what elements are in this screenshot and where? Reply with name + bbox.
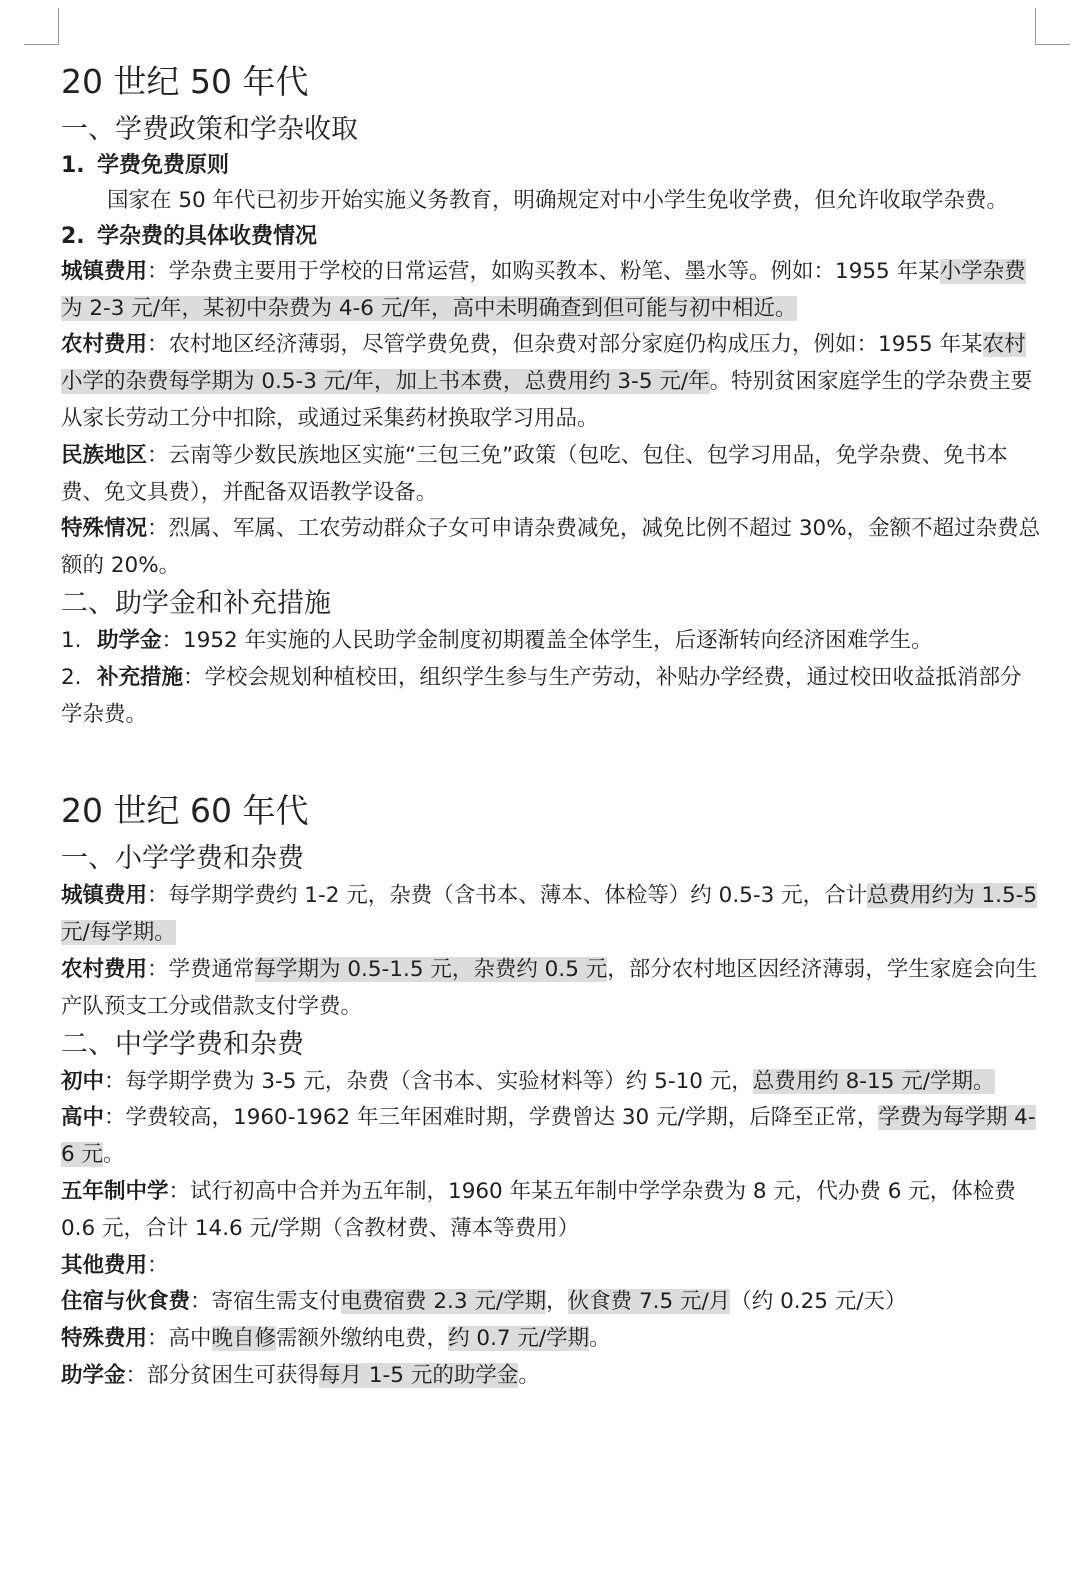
text: ：学杂费主要用于学校的日常运营，如购买教本、粉笔、墨水等。例如：1955 年某 [147,258,940,284]
label-special-fees: 特殊费用 [61,1326,148,1352]
label-rural: 农村费用 [61,332,148,358]
highlight: 每月 1-5 元的助学金 [319,1362,519,1388]
list-number: 2. [61,223,85,249]
label-five-year: 五年制中学 [61,1178,169,1204]
text: ：试行初高中合并为五年制，1960 年某五年制中学学杂费为 8 元，代办费 6 元，体检费 0.6 元，合计 14.6 元/学期（含教材费、薄本等费用） [61,1178,1016,1241]
label-urban: 城镇费用 [61,883,148,909]
text: 需额外缴纳电费， [276,1326,449,1352]
text: ：寄宿生需支付 [190,1289,341,1315]
paragraph-five-year-school [61,1174,1041,1248]
list-item-supplementary [61,660,1041,734]
page-corner-mark-top-left [24,8,59,45]
subheading-text: 学费免费原则 [97,153,230,178]
label-aid: 助学金 [97,627,162,653]
highlight: 学费为每学期 4-6 元 [61,1105,1036,1168]
subheading-text: 学杂费的具体收费情况 [97,223,318,249]
subheading-free-tuition [61,149,1041,183]
text: 。特别贫困家庭学生的学杂费主要从家长劳动工分中扣除，或通过采集药材换取学习用品。 [61,369,1033,431]
highlight: 每学期为 0.5-1.5 元，杂费约 0.5 元 [254,956,608,982]
paragraph-student-aid-60s [61,1358,1041,1395]
paragraph-junior-high [61,1064,1041,1101]
subheading-fee-details [61,220,1041,254]
list-number: 1. [61,153,85,178]
paragraph-senior-high [61,1100,1041,1174]
heading-primary-fees: 一、小学学费和杂费 [61,843,304,875]
text: ：烈属、军属、工农劳动群众子女可申请杂费减免，减免比例不超过 30%，金额不超过杂费总额的 20%。 [61,516,1041,579]
paragraph-urban-fees-50s [61,254,1041,328]
highlight: 伙食费 7.5 元/月 [567,1289,731,1315]
heading-middle-fees: 二、中学学费和杂费 [61,1028,304,1060]
list-number: 1. [61,627,82,653]
paragraph-boarding-meals [61,1284,1041,1321]
text: ：学费通常 [147,956,255,982]
section-title-60s: 20 世纪 60 年代 [61,791,309,831]
text: ， [546,1289,568,1315]
label-junior: 初中 [61,1068,105,1094]
text: 。 [518,1362,540,1388]
highlight: 晚自修 [211,1326,277,1352]
section-spacer [61,733,1041,789]
paragraph-rural-fees-60s [61,952,1041,1026]
text: 。 [103,1142,125,1168]
highlight: 农村小学的杂费每学期为 0.5-3 元/年，加上书本费，总费用约 3-5 元/年 [61,332,1026,395]
text: ：学校会规划种植校田，组织学生参与生产劳动，补贴办学经费，通过校田收益抵消部分学杂费。 [61,664,1022,727]
text: ：农村地区经济薄弱，尽管学费免费，但杂费对部分家庭仍构成压力，例如：1955 年某 [147,332,983,358]
text: ：学费较高，1960-1962 年三年困难时期，学费曾达 30 元/学期，后降至正常， [104,1105,879,1131]
text: ：部分贫困生可获得 [125,1362,320,1388]
label-ethnic: 民族地区 [61,442,148,468]
section-title-50s: 20 世纪 50 年代 [61,62,309,101]
text: ：每学期学费约 1-2 元，杂费（含书本、薄本、体检等）约 0.5-3 元，合计 [147,883,868,909]
highlight: 电费宿费 2.3 元/学期 [340,1289,547,1315]
page-corner-mark-top-right [1035,8,1070,45]
text: ：高中 [147,1326,212,1352]
label-supplementary: 补充措施 [97,664,184,690]
highlight: 总费用约为 1.5-5 元/每学期。 [61,883,1038,946]
text: ：1952 年实施的人民助学金制度初期覆盖全体学生，后逐渐转向经济困难学生。 [161,627,933,653]
heading-fee-policy: 一、学费政策和学杂收取 [61,114,358,145]
list-item-student-aid [61,623,1041,660]
list-number: 2. [61,664,82,690]
paragraph-free-tuition: 国家在 50 年代已初步开始实施义务教育，明确规定对中小学生免收学费，但允许收取学杂费。 [107,188,1009,213]
text: ：每学期学费为 3-5 元，杂费（含书本、实验材料等）约 5-10 元， [104,1068,753,1094]
paragraph-ethnic-regions [61,438,1041,512]
highlight: 小学杂费为 2-3 元/年，某初中杂费为 4-6 元/年，高中未明确查到但可能与初中相近。 [61,258,1026,321]
label-special: 特殊情况 [61,516,148,542]
document-page [61,60,1041,1395]
paragraph-special-fees [61,1321,1041,1358]
text: ：云南等少数民族地区实施“三包三免”政策（包吃、包住、包学习用品，免学杂费、免书本费、免文具费），并配备双语教学设备。 [61,442,1008,505]
text: ： [147,1252,169,1278]
paragraph-rural-fees-50s [61,327,1041,437]
label-rural: 农村费用 [61,956,148,982]
label-senior: 高中 [61,1105,105,1131]
label-boarding: 住宿与伙食费 [61,1289,191,1315]
text: （约 0.25 元/天） [730,1289,907,1315]
label-urban: 城镇费用 [61,258,148,284]
highlight: 约 0.7 元/学期 [448,1326,590,1352]
label-other: 其他费用 [61,1252,148,1278]
paragraph-other-fees [61,1248,1041,1285]
paragraph-urban-fees-60s [61,878,1041,952]
paragraph-special-cases [61,511,1041,585]
text: ，部分农村地区因经济薄弱，学生家庭会向生产队预支工分或借款支付学费。 [61,956,1038,1019]
text: 。 [589,1326,611,1352]
label-aid: 助学金 [61,1362,126,1388]
heading-aid-measures: 二、助学金和补充措施 [61,587,331,619]
highlight: 总费用约 8-15 元/学期。 [752,1068,995,1094]
